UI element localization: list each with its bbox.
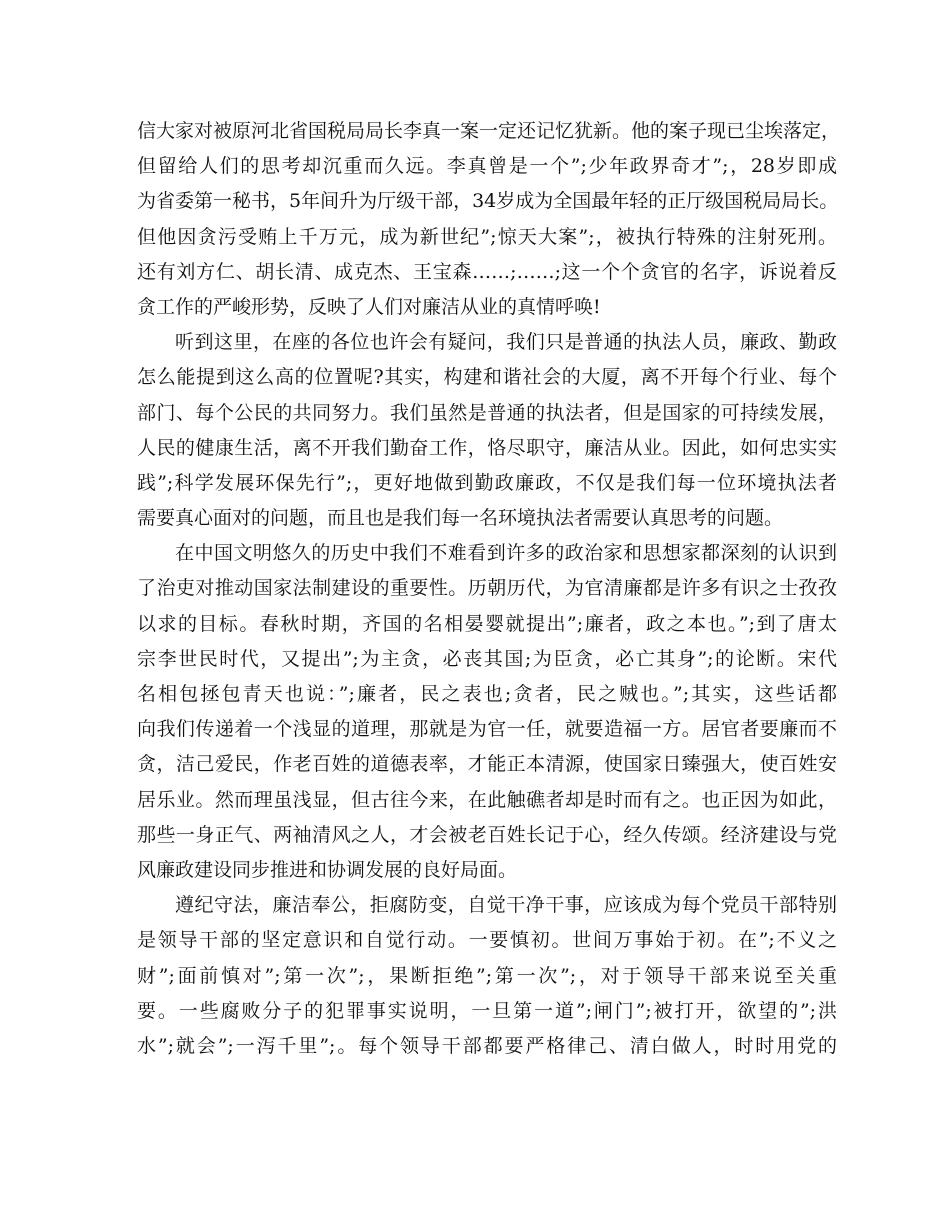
text-line: 但留给人们的思考却沉重而久远。李真曾是一个”;少年政界奇才”;，28岁即成 [137, 155, 837, 178]
text-line: 居乐业。然而理虽浅显，但古往今来，在此触礁者却是时而有之。也正因为如此， [137, 788, 837, 811]
text-line: 以求的目标。春秋时期，齐国的名相晏婴就提出”;廉者，政之本也。”;到了唐太 [137, 612, 837, 635]
text-line: 水”;就会”;一泻千里”;。每个领导干部都要严格律己、清白做人，时时用党的 [137, 1034, 837, 1057]
text-line: 人民的健康生活，离不开我们勤奋工作，恪尽职守，廉洁从业。因此，如何忠实实 [137, 436, 837, 459]
paragraph-first-line: 听到这里，在座的各位也许会有疑问，我们只是普通的执法人员，廉政、勤政 [175, 331, 837, 354]
text-line: 怎么能提到这么高的位置呢?其实，构建和谐社会的大厦，离不开每个行业、每个 [137, 366, 837, 389]
text-line: 向我们传递着一个浅显的道理，那就是为官一任，就要造福一方。居官者要廉而不 [137, 718, 837, 741]
text-line: 信大家对被原河北省国税局局长李真一案一定还记忆犹新。他的案子现已尘埃落定， [137, 120, 841, 142]
text-line: 风廉政建设同步推进和协调发展的良好局面。 [137, 858, 518, 881]
text-line: 为省委第一秘书，5年间升为厅级干部，34岁成为全国最年轻的正厅级国税局局长。 [137, 190, 839, 213]
paragraph-first-line: 在中国文明悠久的历史中我们不难看到许多的政治家和思想家都深刻的认识到 [175, 542, 837, 565]
text-line: 部门、每个公民的共同努力。我们虽然是普通的执法者，但是国家的可持续发展， [137, 401, 837, 424]
text-line: 贪，洁己爱民，作老百姓的道德表率，才能正本清源，使国家日臻强大，使百姓安 [137, 753, 837, 776]
text-line: 需要真心面对的问题，而且也是我们每一名环境执法者需要认真思考的问题。 [137, 507, 784, 530]
body-text [137, 114, 841, 1064]
text-line: 财”;面前慎对”;第一次”;，果断拒绝”;第一次”;，对于领导干部来说至关重 [137, 964, 837, 987]
text-line: 是领导干部的坚定意识和自觉行动。一要慎初。世间万事始于初。在”;不义之 [137, 929, 837, 952]
text-line: 还有刘方仁、胡长清、成克杰、王宝森……;……;这一个个贪官的名字，诉说着反 [137, 260, 837, 283]
text-line: 那些一身正气、两袖清风之人，才会被老百姓长记于心，经久传颂。经济建设与党 [137, 823, 837, 846]
paragraph-first-line: 遵纪守法，廉洁奉公，拒腐防变，自觉干净干事，应该成为每个党员干部特别 [175, 894, 837, 917]
text-line: 要。一些腐败分子的犯罪事实说明，一旦第一道”;闸门”;被打开，欲望的”;洪 [137, 999, 837, 1022]
text-line: 了治吏对推动国家法制建设的重要性。历朝历代，为官清廉都是许多有识之士孜孜 [137, 577, 837, 600]
text-line: 宗李世民时代，又提出”;为主贪，必丧其国;为臣贪，必亡其身”;的论断。宋代 [137, 647, 837, 670]
text-line: 但他因贪污受贿上千万元，成为新世纪”;惊天大案”;，被执行特殊的注射死刑。 [137, 225, 837, 248]
text-line: 名相包拯包青天也说：”;廉者，民之表也;贪者，民之贼也。”;其实，这些话都 [137, 683, 837, 705]
text-line: 贪工作的严峻形势，反映了人们对廉洁从业的真情呼唤! [137, 295, 601, 318]
text-line: 践”;科学发展环保先行”;，更好地做到勤政廉政，不仅是我们每一位环境执法者 [137, 471, 837, 494]
